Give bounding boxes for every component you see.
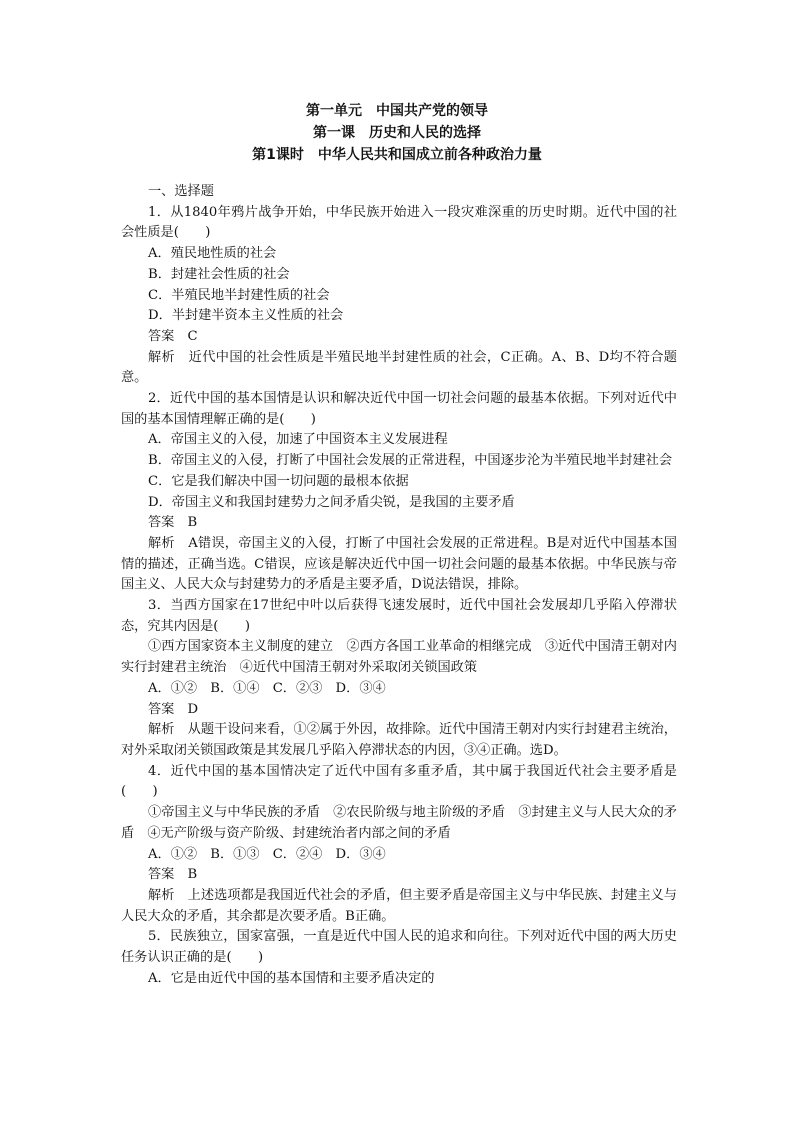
lesson-title: 第一课 历史和人民的选择: [313, 125, 481, 141]
choice-line: A．①② B．①④ C．②③ D．③④: [148, 680, 386, 696]
answer-line: 答案 B: [148, 867, 198, 883]
option-item: C．半殖民地半封建性质的社会: [148, 287, 330, 303]
question-stem: 3．当西方国家在17世纪中叶以后获得飞速发展时，近代中国社会发展却几乎陷入停滞状态，究其内因是( ): [121, 598, 677, 634]
option-item: D．帝国主义和我国封建势力之间矛盾尖锐，是我国的主要矛盾: [148, 494, 515, 510]
section-heading: 一、选择题: [148, 184, 214, 199]
answer-line: 答案 D: [148, 701, 199, 717]
option-item: B．帝国主义的入侵，打断了中国社会发展的正常进程，中国逐步沦为半殖民地半封建社会: [148, 453, 672, 469]
analysis-text: 解析 上述选项都是我国近代社会的矛盾，但主要矛盾是帝国主义与中华民族、封建主义与人民大众的矛盾，其余都是次要矛盾。B正确。: [121, 887, 677, 924]
question-stem: 5．民族独立，国家富强，一直是近代中国人民的追求和向往。下列对近代中国的两大历史任务认识正确的是( ): [121, 929, 677, 966]
question-content: [121, 182, 677, 989]
option-item: C．它是我们解决中国一切问题的最根本依据: [148, 473, 409, 489]
option-item: B．封建社会性质的社会: [148, 266, 290, 282]
period-title: 第1课时 中华人民共和国成立前各种政治力量: [252, 147, 542, 163]
analysis-text: 解析 近代中国的社会性质是半殖民地半封建性质的社会，C正确。A、B、D均不符合题意。: [121, 349, 677, 386]
answer-line: 答案 C: [148, 328, 198, 344]
statement-list: ①帝国主义与中华民族的矛盾 ②农民阶级与地主阶级的矛盾 ③封建主义与人民大众的矛盾 ④无产阶级与资产阶级、封建统治者内部之间的矛盾: [121, 805, 677, 841]
option-item: A．它是由近代中国的基本国情和主要矛盾决定的: [148, 970, 435, 986]
question-stem: 2．近代中国的基本国情是认识和解决近代中国一切社会问题的最基本依据。下列对近代中国的基本国情理解正确的是( ): [121, 391, 677, 427]
analysis-text: 解析 从题干设问来看，①②属于外因，故排除。近代中国清王朝对内实行封建君主统治，对外采取闭关锁国政策是其发展几乎陷入停滞状态的内因，③④正确。选D。: [121, 722, 677, 758]
unit-title: 第一单元 中国共产党的领导: [306, 103, 488, 119]
option-item: A．殖民地性质的社会: [148, 246, 277, 262]
statement-list: ①西方国家资本主义制度的建立 ②西方各国工业革命的相继完成 ③近代中国清王朝对内实行封建君主统治 ④近代中国清王朝对外采取闭关锁国政策: [121, 639, 677, 676]
analysis-text: 解析 A错误，帝国主义的入侵，打断了中国社会发展的正常进程。B是对近代中国基本国情的描述，正确当选。C错误，应该是解决近代中国一切社会问题的最基本依据。中华民族与帝国主义、人民大众与封建势力的矛盾是主要矛盾，D说法错误，排除。: [121, 535, 677, 593]
answer-line: 答案 B: [148, 515, 198, 531]
option-item: D．半封建半资本主义性质的社会: [148, 308, 344, 324]
question-stem: 1．从1840年鸦片战争开始，中华民族开始进入一段灾难深重的历史时期。近代中国的社会性质是( ): [121, 204, 677, 241]
title-block: [0, 100, 794, 166]
choice-line: A．①② B．①③ C．②④ D．③④: [148, 846, 386, 862]
option-item: A．帝国主义的入侵，加速了中国资本主义发展进程: [148, 432, 448, 448]
question-stem: 4．近代中国的基本国情决定了近代中国有多重矛盾，其中属于我国近代社会主要矛盾是( ): [121, 763, 677, 800]
